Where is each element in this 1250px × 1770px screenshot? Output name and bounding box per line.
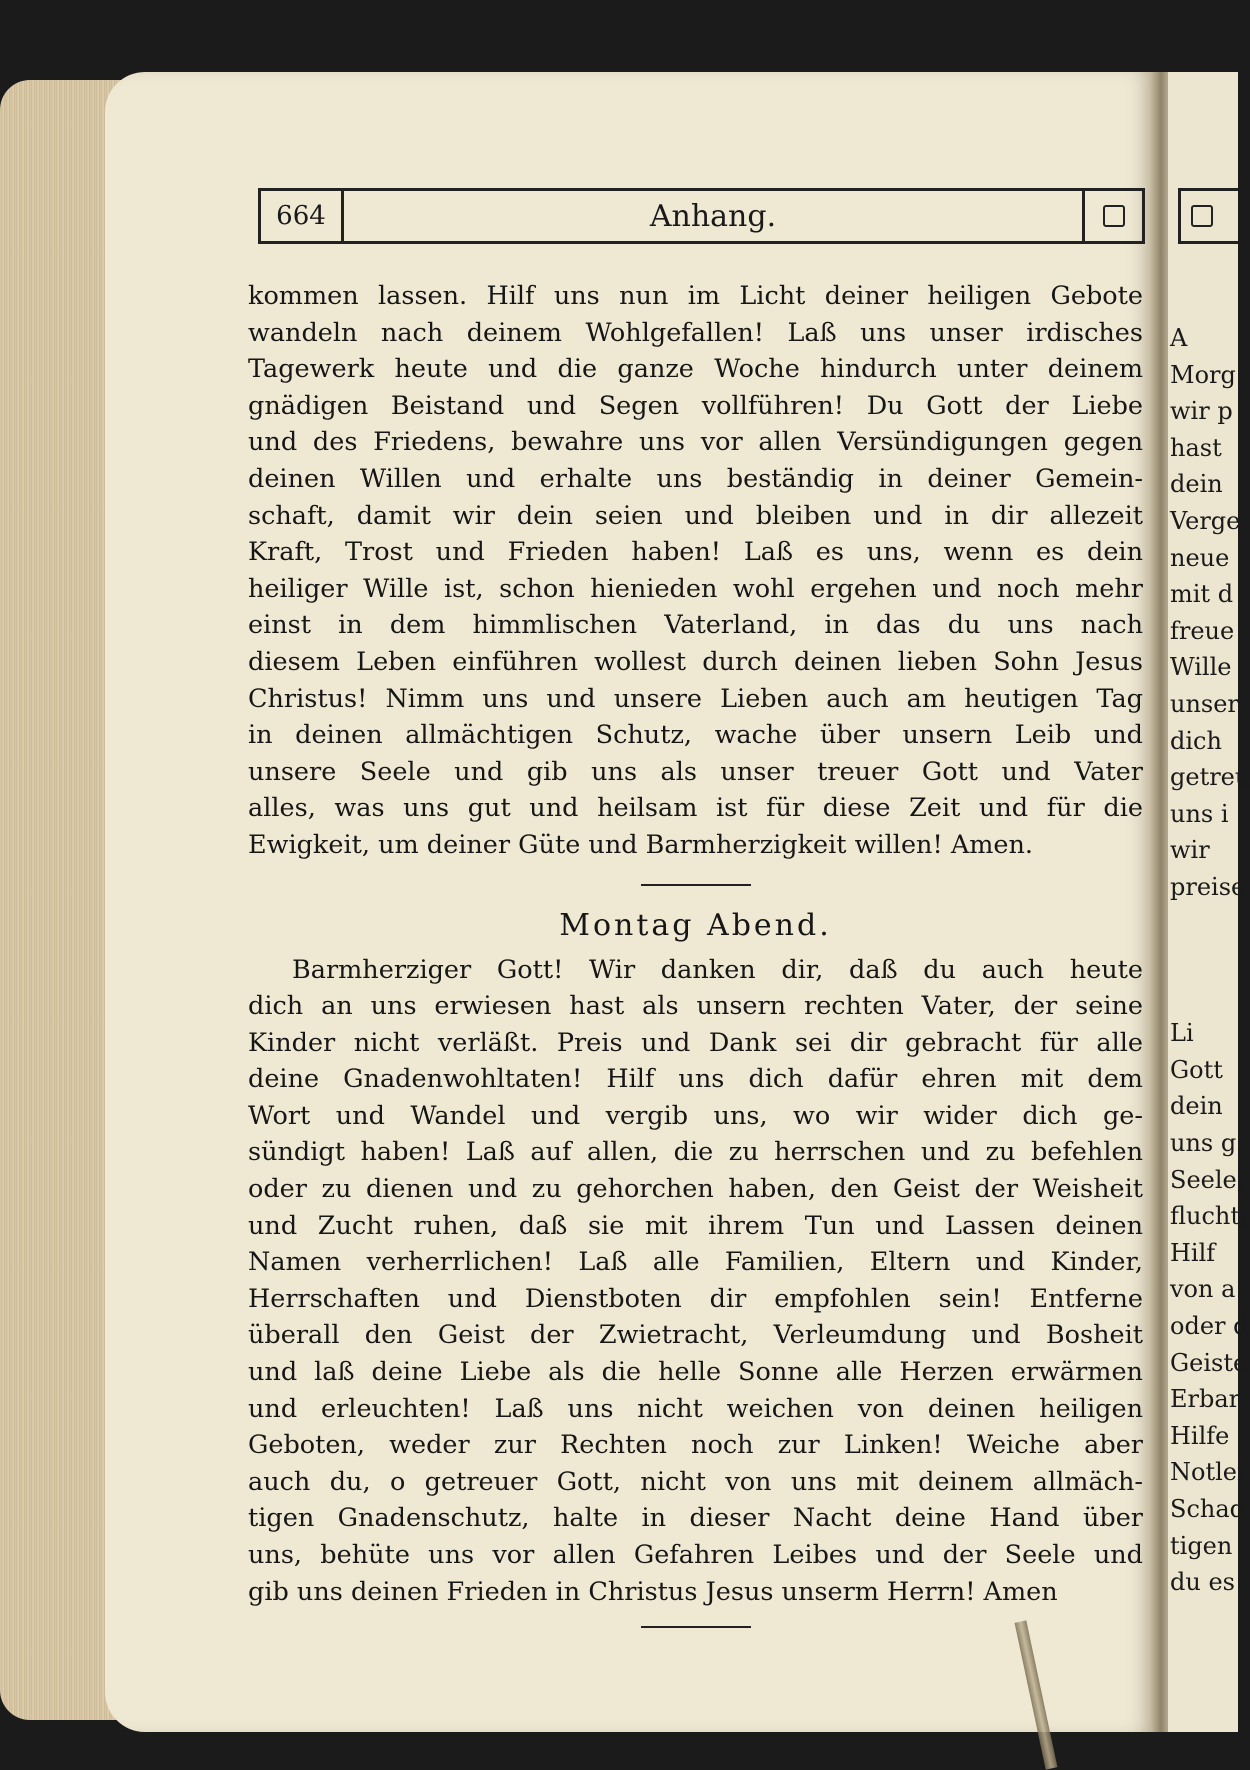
- square-ornament-icon: [1191, 205, 1213, 227]
- right-page-line: hast: [1170, 433, 1222, 462]
- right-page-line: A: [1170, 324, 1188, 352]
- text-line: Herrschaften und Dienstboten dir empfohlen sein! Entferne: [248, 1283, 1143, 1314]
- text-line: wandeln nach deinem Wohlgefallen! Laß uns unser irdisches: [248, 317, 1143, 348]
- right-page-line: oder d: [1170, 1312, 1249, 1341]
- right-page-line: Gott: [1170, 1055, 1223, 1084]
- right-page-line: getreu: [1170, 763, 1250, 792]
- text-line: dich an uns erwiesen hast als unsern rechten Vater, der seine: [248, 991, 1143, 1022]
- right-page-header: [1178, 188, 1238, 244]
- right-page-line: Hilfe: [1170, 1421, 1230, 1450]
- right-page-line: wir p: [1170, 397, 1233, 426]
- text-line: Geboten, weder zur Rechten noch zur Linken! Weiche aber: [248, 1430, 1143, 1461]
- text-line: Christus! Nimm uns und unsere Lieben auch am heutigen Tag: [248, 683, 1143, 714]
- text-line: überall den Geist der Zwietracht, Verleumdung und Bosheit: [248, 1320, 1143, 1351]
- right-page-line: Morg: [1170, 360, 1236, 389]
- text-line: und laß deine Liebe als die helle Sonne alle Herzen erwärmen: [248, 1357, 1143, 1388]
- text-line: diesem Leben einführen wollest durch deinen lieben Sohn Jesus: [248, 646, 1143, 677]
- right-page-line: uns i: [1170, 799, 1229, 828]
- right-page-line: Notlei: [1170, 1458, 1245, 1487]
- text-line: Kraft, Trost und Frieden haben! Laß es uns, wenn es dein: [248, 537, 1143, 568]
- header-title: Anhang.: [649, 198, 777, 234]
- text-line: schaft, damit wir dein seien und bleiben und in dir allezeit: [248, 500, 1143, 531]
- prayer-paragraph-morning-end: [248, 278, 1143, 864]
- text-line: tigen Gnadenschutz, halte in dieser Nacht deine Hand über: [248, 1503, 1143, 1534]
- text-line: uns, behüte uns vor allen Gefahren Leibes und der Seele und: [248, 1540, 1143, 1570]
- right-page-line: dein: [1170, 470, 1223, 499]
- right-page-line: unser: [1170, 689, 1239, 718]
- right-page-line: Geiste: [1170, 1348, 1248, 1377]
- right-page-line: von a: [1170, 1275, 1236, 1304]
- text-line: und erleuchten! Laß uns nicht weichen von deinen heiligen: [248, 1393, 1143, 1424]
- section-divider: [641, 1626, 751, 1628]
- text-line: Barmherziger Gott! Wir danken dir, daß du auch heute: [292, 954, 1143, 985]
- text-line: einst in dem himmlischen Vaterland, in das du uns nach: [248, 610, 1143, 641]
- text-line: und Zucht ruhen, daß sie mit ihrem Tun und Lassen deinen: [248, 1210, 1143, 1241]
- right-page-line: freue: [1170, 616, 1235, 645]
- page-content: [248, 278, 1143, 1628]
- right-page-line: preise: [1170, 872, 1246, 901]
- right-page-line: [1170, 942, 1250, 979]
- text-line: deine Gnadenwohltaten! Hilf uns dich dafür ehren mit dem: [248, 1064, 1143, 1095]
- right-page-line: neue: [1170, 543, 1230, 572]
- text-line: und des Friedens, bewahre uns vor allen Versündigungen gegen: [248, 427, 1143, 458]
- text-line: Tagewerk heute und die ganze Woche hindurch unter deinem: [248, 354, 1143, 385]
- text-line: auch du, o getreuer Gott, nicht von uns mit deinem allmäch-: [248, 1466, 1143, 1497]
- right-page-line: Li: [1170, 1019, 1194, 1048]
- text-line: alles, was uns gut und heilsam ist für diese Zeit und für die: [248, 793, 1143, 824]
- right-page-line: Seele,: [1170, 1165, 1245, 1194]
- section-divider: [641, 884, 751, 886]
- right-page-line: wir: [1170, 836, 1210, 865]
- text-line: in deinen allmächtigen Schutz, wache über unsern Leib und: [248, 720, 1143, 751]
- right-page-line: [1170, 906, 1250, 943]
- right-page-line: mit d: [1170, 580, 1234, 609]
- header-ornament-box: [1082, 191, 1142, 241]
- right-page-line: dein: [1170, 1092, 1223, 1121]
- right-page-line: flucht,: [1170, 1202, 1248, 1231]
- text-line: Kinder nicht verläßt. Preis und Dank sei dir gebracht für alle: [248, 1027, 1143, 1058]
- text-line: gnädigen Beistand und Segen vollführen! Du Gott der Liebe: [248, 390, 1143, 421]
- right-page-line: Erbar: [1170, 1385, 1241, 1414]
- square-ornament-icon: [1103, 205, 1125, 227]
- page-number: 664: [261, 191, 344, 241]
- text-line: sündigt haben! Laß auf allen, die zu herrschen und zu befehlen: [248, 1137, 1143, 1168]
- text-line: Namen verherrlichen! Laß alle Familien, Eltern und Kinder,: [248, 1247, 1143, 1278]
- right-page-line: [1170, 979, 1250, 1016]
- text-line: gib uns deinen Frieden in Christus Jesus unserm Herrn! Amen: [248, 1576, 1058, 1607]
- text-line: Wort und Wandel und vergib uns, wo wir wider dich ge-: [248, 1100, 1143, 1131]
- right-page-line: Hilf: [1170, 1238, 1216, 1267]
- text-line: kommen lassen. Hilf uns nun im Licht deiner heiligen Gebote: [248, 281, 1143, 311]
- right-page-line: Verge: [1170, 506, 1241, 535]
- text-line: deinen Willen und erhalte uns beständig in deiner Gemein-: [248, 463, 1143, 494]
- page-header: [258, 188, 1145, 244]
- right-page-line: tigen: [1170, 1531, 1233, 1560]
- right-page-line: Schad: [1170, 1495, 1246, 1523]
- right-page-line: uns g: [1170, 1129, 1237, 1158]
- right-page-text: [1170, 320, 1250, 1601]
- text-line: oder zu dienen und zu gehorchen haben, den Geist der Weisheit: [248, 1174, 1143, 1205]
- prayer-paragraph-monday-evening: [248, 952, 1143, 1611]
- text-line: unsere Seele und gib uns als unser treuer Gott und Vater: [248, 756, 1143, 787]
- right-page-line: Wille: [1170, 653, 1232, 682]
- text-line: heiliger Wille ist, schon hienieden wohl ergehen und noch mehr: [248, 573, 1143, 604]
- right-page-line: du es: [1170, 1568, 1235, 1597]
- text-line: Ewigkeit, um deiner Güte und Barmherzigkeit willen! Amen.: [248, 829, 1034, 860]
- section-title: Montag Abend.: [559, 907, 832, 943]
- right-page-line: dich: [1170, 726, 1222, 755]
